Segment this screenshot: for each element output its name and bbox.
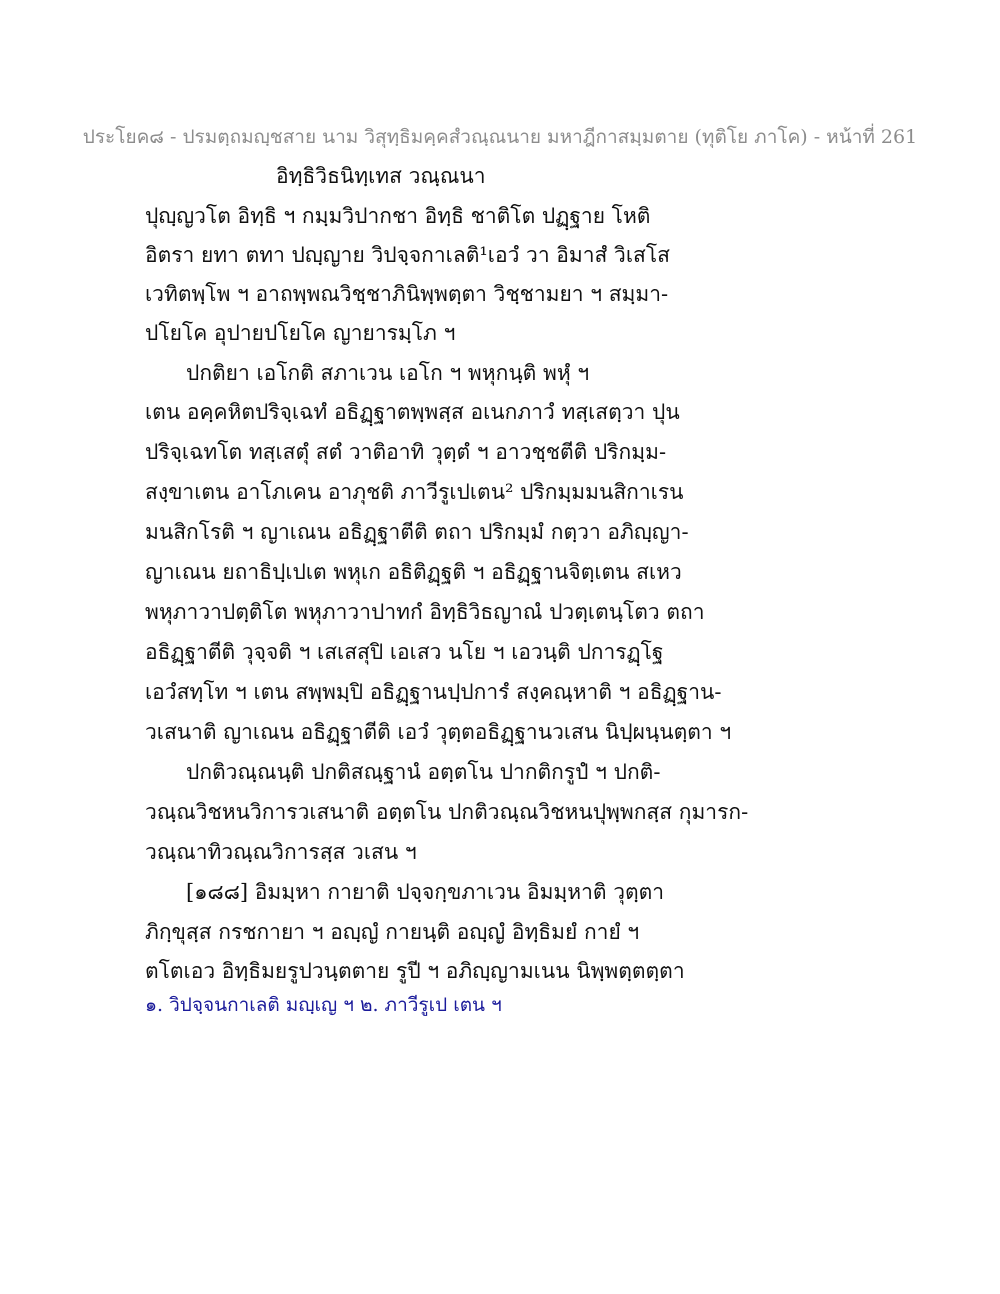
text-line: ปกติยา เอโกติ สภาเวน เอโก ฯ พหุกนฺติ พหุํ ฯ: [186, 361, 590, 385]
text-line: ปุญฺญวโต อิทฺธิ ฯ กมฺมวิปากชา อิทฺธิ ชาติโต ปฏฺฐาย โหติ: [145, 204, 651, 228]
text-line: ภิกฺขุสฺส กรชกายา ฯ อญฺญํ กายนฺติ อญฺญํ อิทฺธิมยํ กายํ ฯ: [145, 920, 640, 944]
page-header: ประโยค๘ - ปรมตฺถมญฺชสาย นาม วิสุทฺธิมคฺคสํวณฺณนาย มหาฎีกาสมฺมตาย (ทุติโย ภาโค) - หน้าที่ 261: [82, 126, 918, 148]
text-line: วณฺณาทิวณฺณวิการสฺส วเสน ฯ: [145, 840, 417, 864]
text-line: อธิฏฺฐาตีติ วุจฺจติ ฯ เสเสสุปิ เอเสว นโย ฯ เอวนฺติ ปการฏฺโฐ: [145, 640, 664, 664]
text-line: มนสิกโรติ ฯ ญาเณน อธิฏฺฐาตีติ ตถา ปริกมฺมํ กตฺวา อภิญฺญา-: [145, 520, 689, 544]
text-line: เตน อคฺคหิตปริจฺเฉทํ อธิฏฺฐาตพฺพสฺส อเนกภาวํ ทสฺเสตฺวา ปุน: [145, 400, 680, 424]
text-line: วเสนาติ ญาเณน อธิฏฺฐาตีติ เอวํ วุตฺตอธิฏฺฐานวเสน นิปฺผนฺนตฺตา ฯ: [145, 720, 732, 744]
footnote: ๑. วิปจฺจนกาเลติ มญฺเญ ฯ ๒. ภาวีรูเป เตน ฯ: [145, 994, 502, 1016]
text-line: เอวํสทฺโท ฯ เตน สพฺพมฺปิ อธิฏฺฐานปฺปการํ สงฺคณฺหาติ ฯ อธิฏฺฐาน-: [145, 680, 722, 704]
text-line: สงฺขาเตน อาโภเคน อาภุชติ ภาวีรูเปเตน² ปริกมฺมมนสิกาเรน: [145, 480, 684, 504]
text-line: อิตรา ยทา ตทา ปญฺญาย วิปจฺจกาเลติ¹เอวํ วา อิมาสํ วิเสโส: [145, 243, 670, 267]
text-line: [๑๘๘] อิมมฺหา กายาติ ปจฺจกฺขภาเวน อิมมฺหาติ วุตฺตา: [186, 880, 665, 904]
text-line: ตโตเอว อิทฺธิมยรูปวนฺตตาย รูปี ฯ อภิญฺญามเนน นิพฺพตฺตตฺตา: [145, 959, 685, 983]
text-line: พหุภาวาปตฺติโต พหุภาวาปาทกํ อิทฺธิวิธญาณํ ปวตฺเตนฺโตว ตถา: [145, 600, 705, 624]
text-line: ปริจฺเฉทโต ทสฺเสตุํ สตํ วาติอาทิ วุตฺตํ ฯ อาวชฺชตีติ ปริกมฺม-: [145, 440, 667, 464]
text-line: ปกติวณฺณนฺติ ปกติสณฺฐานํ อตฺตโน ปากติกรูปํ ฯ ปกติ-: [186, 760, 661, 784]
text-line: เวทิตพฺโพ ฯ อาถพฺพณวิชฺชาภินิพฺพตฺตา วิชฺชามยา ฯ สมฺมา-: [145, 282, 669, 306]
text-line: ปโยโค อุปายปโยโค ญายารมฺโภ ฯ: [145, 321, 456, 345]
text-line: ญาเณน ยถาธิปฺเปเต พหุเก อธิติฏฺฐติ ฯ อธิฏฺฐานจิตฺเตน สเหว: [145, 560, 682, 584]
section-title: อิทฺธิวิธนิทฺเทส วณฺณนา: [276, 164, 486, 188]
text-line: วณฺณวิชหนวิการวเสนาติ อตฺตโน ปกติวณฺณวิชหนปุพฺพกสฺส กุมารก-: [145, 800, 749, 824]
